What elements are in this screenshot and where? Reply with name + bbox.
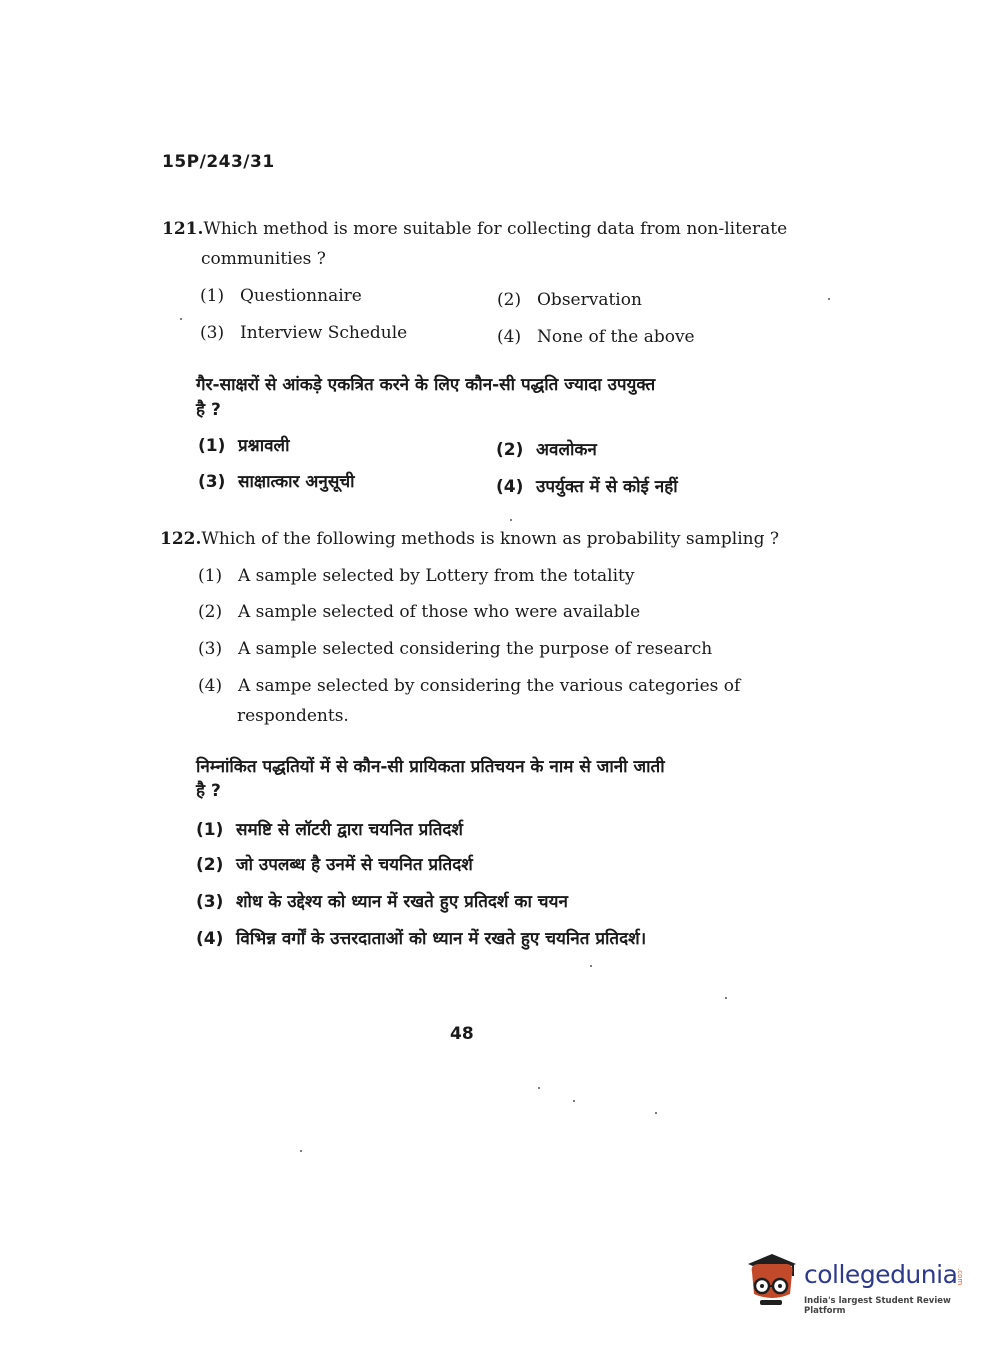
question-122-text-hi-cont: है ? xyxy=(196,781,221,801)
option-122-en-4-cont: respondents. xyxy=(237,706,349,726)
scan-speck xyxy=(725,997,727,999)
option-121-hi-4: (4) उपर्युक्त में से कोई नहीं xyxy=(496,477,678,497)
scan-speck xyxy=(828,298,830,300)
option-121-en-3: (3) Interview Schedule xyxy=(200,323,408,343)
option-121-en-1: (1) Questionnaire xyxy=(200,286,362,306)
paper-code: 15P/243/31 xyxy=(162,152,275,172)
scan-speck xyxy=(590,965,592,967)
mascot-icon xyxy=(742,1250,802,1310)
question-121-text-hi-cont: है ? xyxy=(196,400,221,420)
option-122-hi-4: (4) विभिन्न वर्गों के उत्तरदाताओं को ध्यान में रखते हुए चयनित प्रतिदर्श। xyxy=(196,929,647,949)
option-122-en-4: (4) A sampe selected by considering the various categories of xyxy=(198,676,741,696)
option-121-hi-3: (3) साक्षात्कार अनुसूची xyxy=(198,472,355,492)
question-122-text-hi: निम्नांकित पद्धतियों में से कौन-सी प्रायिकता प्रतिचयन के नाम से जानी जाती xyxy=(196,757,665,777)
option-121-hi-1: (1) प्रश्नावली xyxy=(198,436,290,456)
question-text-line: Which of the following methods is known as probability sampling ? xyxy=(201,529,779,549)
scan-speck xyxy=(538,1087,540,1089)
question-122-text-en xyxy=(160,524,800,554)
option-121-en-4: (4) None of the above xyxy=(497,327,695,347)
option-122-hi-1: (1) समष्टि से लॉटरी द्वारा चयनित प्रतिदर्श xyxy=(196,820,463,840)
option-122-hi-2: (2) जो उपलब्ध है उनमें से चयनित प्रतिदर्श xyxy=(196,855,473,875)
option-122-en-1: (1) A sample selected by Lottery from the totality xyxy=(198,566,635,586)
logo-tagline: India's largest Student Review Platform xyxy=(804,1296,951,1316)
question-121-text-hi: गैर-साक्षरों से आंकड़े एकत्रित करने के लिए कौन-सी पद्धति ज्यादा उपयुक्त xyxy=(196,375,656,395)
question-number: 122. xyxy=(160,529,202,549)
scan-speck xyxy=(300,1150,302,1152)
option-122-hi-3: (3) शोध के उद्देश्य को ध्यान में रखते हुए प्रतिदर्श का चयन xyxy=(196,892,568,912)
scan-speck xyxy=(655,1112,657,1114)
option-121-hi-2: (2) अवलोकन xyxy=(496,440,597,460)
question-121-text-en xyxy=(162,214,802,244)
option-122-en-2: (2) A sample selected of those who were available xyxy=(198,602,641,622)
page-number: 48 xyxy=(450,1024,474,1044)
collegedunia-logo xyxy=(742,1250,972,1320)
logo-dotcom: .com xyxy=(956,1268,964,1286)
option-122-en-3: (3) A sample selected considering the purpose of research xyxy=(198,639,713,659)
question-number: 121. xyxy=(162,219,204,239)
question-121-text-en-cont: communities ? xyxy=(201,249,326,269)
question-text-line: Which method is more suitable for collecting data from non-literate xyxy=(203,219,788,239)
logo-wordmark: collegedunia xyxy=(804,1260,958,1289)
scan-speck xyxy=(180,318,182,320)
scan-speck xyxy=(573,1100,575,1102)
option-121-en-2: (2) Observation xyxy=(497,290,642,310)
scan-speck xyxy=(510,519,512,521)
